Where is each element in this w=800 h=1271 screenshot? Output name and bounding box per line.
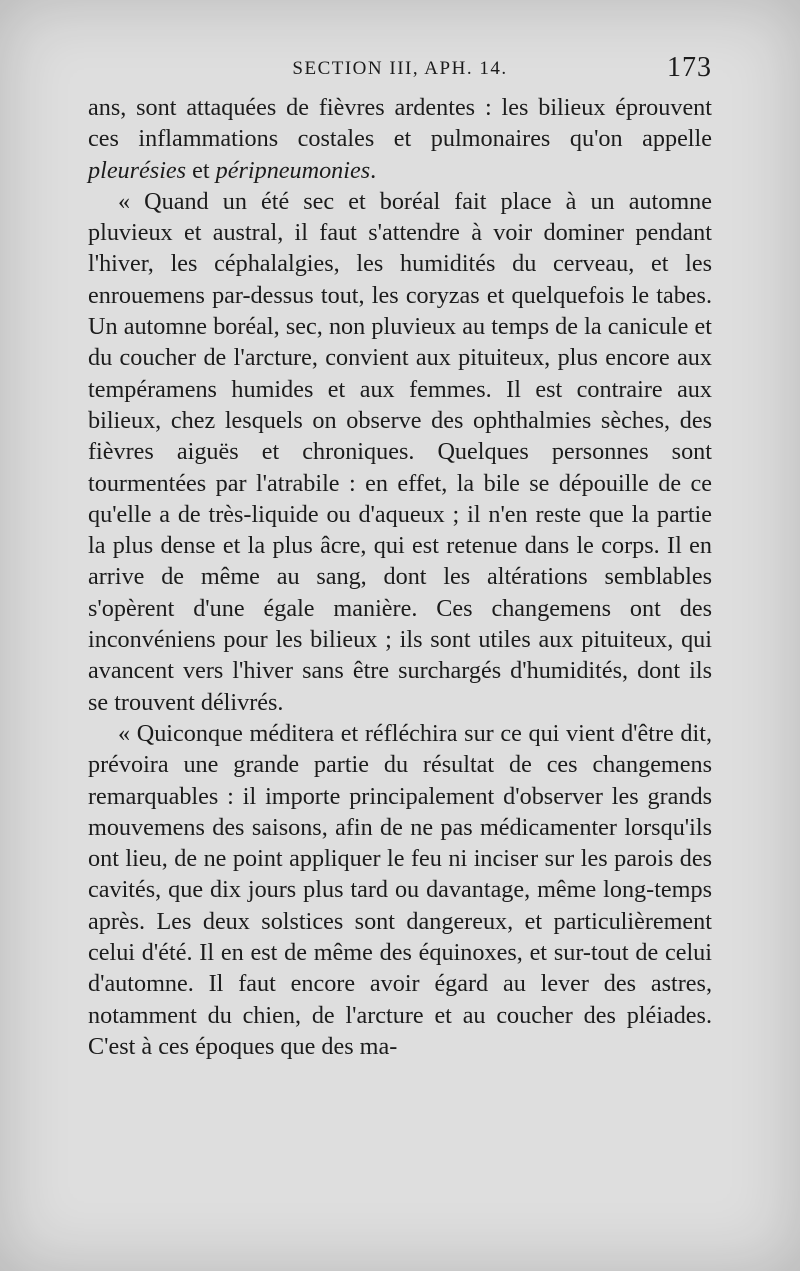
term-pleuresies: pleurésies: [88, 156, 187, 184]
term-peripneumonies: péripneumonies: [215, 156, 371, 184]
paragraph-1: [88, 92, 712, 186]
paragraph-1-text-c: .: [370, 156, 377, 184]
paragraph-2: « Quand un été sec et boréal fait place à un automne pluvieux et austral, il faut s'attendre à voir dominer pendant l'hiver, les céphalalgies, les humidités du cerveau, et les enrouemens par-dessus tout, les coryzas et quelquefois le tabes. Un automne boréal, sec, non pluvieux au temps de la canicule et du coucher de l'arcture, convient aux pituiteux, plus encore aux tempéramens humides et aux femmes. Il est contraire aux bilieux, chez lesquels on observe des ophthalmies sèches, des fièvres aiguës et chroniques. Quelques personnes sont tourmentées par l'atrabile : en effet, la bile se dépouille de ce qu'elle a de très-liquide ou d'aqueux ; il n'en reste que la partie la plus dense et la plus âcre, qui est retenue dans le corps. Il en arrive de même au sang, dont les altérations semblables s'opèrent d'une égale manière. Ces changemens ont des inconvéniens pour les bilieux ; ils sont utiles aux pituiteux, qui avancent vers l'hiver sans être surchargés d'humidités, dont ils se trouvent délivrés.: [88, 187, 712, 716]
running-head: SECTION III, APH. 14.: [292, 58, 508, 79]
paragraph-1-text-a: ans, sont attaquées de fièvres ardentes : les bilieux éprouvent ces inflammations costales et pulmonaires qu'on appelle: [88, 94, 712, 153]
page-number: 173: [667, 52, 712, 83]
page-header: [88, 52, 712, 92]
paragraph-1-text-b: et: [186, 156, 216, 184]
body-text: [88, 92, 712, 1062]
paragraph-3: « Quiconque méditera et réfléchira sur ce qui vient d'être dit, prévoira une grande partie du résultat de ces changemens remarquables : il importe principalement d'observer les grands mouvemens des saisons, afin de ne pas médicamenter lorsqu'ils ont lieu, de ne point appliquer le feu ni inciser sur les parois des cavités, que dix jours plus tard ou davantage, même long-temps après. Les deux solstices sont dangereux, et particulièrement celui d'été. Il en est de même des équinoxes, et sur-tout de celui d'automne. Il faut encore avoir égard au lever des astres, notamment du chien, de l'arcture et au coucher des pléiades. C'est à ces époques que des ma-: [88, 719, 712, 1060]
